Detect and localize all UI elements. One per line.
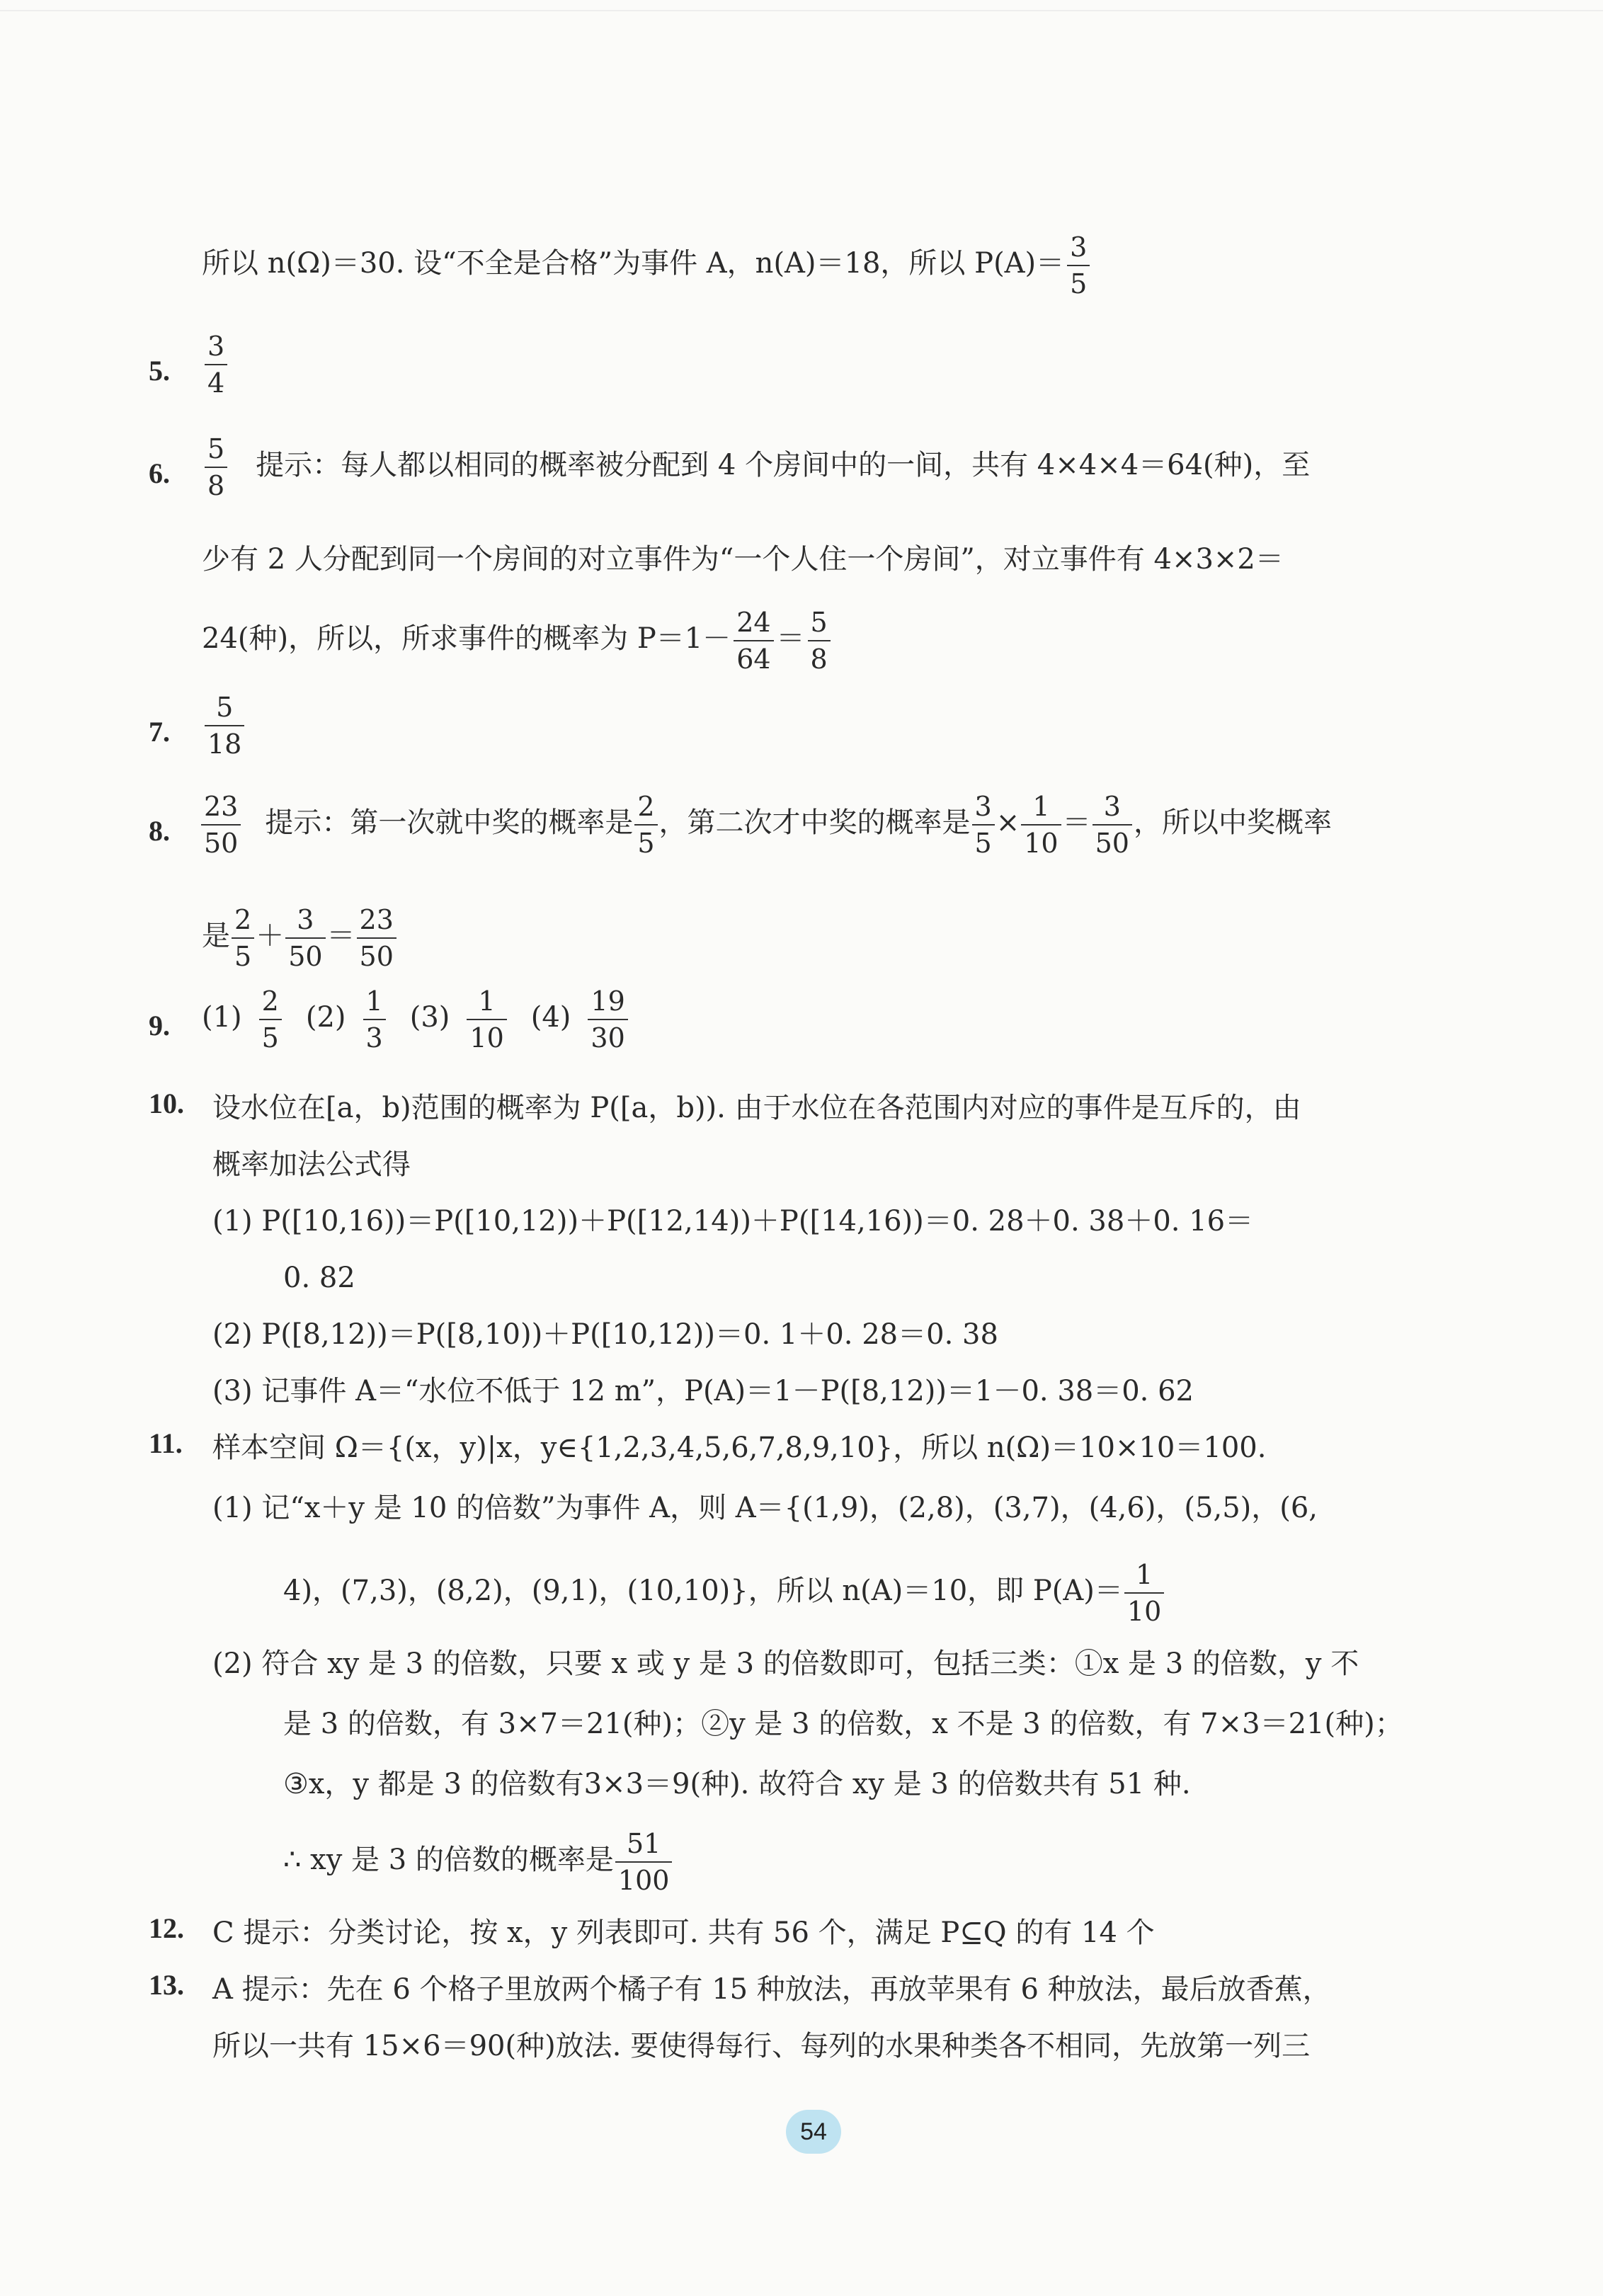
q10-number: 10. (149, 1087, 184, 1119)
page-number-badge: 54 (786, 2110, 841, 2154)
q6-line2: 少有 2 人分配到同一个房间的对立事件为“一个人住一个房间”，对立事件有 4×3×2＝ (202, 543, 1284, 576)
q13-line1: A 提示：先在 6 个格子里放两个橘子有 15 种放法，再放苹果有 6 种放法，最后放香蕉， (212, 1973, 1331, 2006)
q6-frac-24-64: $\frac{24}{64}$ (734, 609, 773, 673)
q13-line2: 所以一共有 15×6＝90(种)放法. 要使得每行、每列的水果种类各不相同，先放第一列三 (212, 2030, 1311, 2062)
q10-line2: 概率加法公式得 (212, 1148, 411, 1181)
q7-number: 7. (149, 716, 170, 748)
q5-number: 5. (149, 355, 170, 387)
q10-sub1: (1) P([10,16))＝P([10,12))＋P([12,14))＋P([14,16))＝0. 28＋0. 38＋0. 16＝ (212, 1205, 1254, 1238)
q11-sub2-c: ③x，y 都是 3 的倍数有3×3＝9(种). 故符合 xy 是 3 的倍数共有 51 种. (283, 1768, 1191, 1800)
q11-sub1-b: 4)，(7,3)，(8,2)，(9,1)，(10,10)}，所以 n(A)＝10，即 P(A)＝ $\frac{1}{10}$ (283, 1561, 1165, 1625)
q5-fraction: $\frac{3}{4}$ (205, 333, 227, 396)
q9-answers: (1) $\frac{2}{5}$ (2) $\frac{1}{3}$ (3) $\frac{1}{10}$ (4) $\frac{19}{30}$ (202, 988, 631, 1051)
q8-fraction: $\frac{23}{50}$ (201, 793, 241, 857)
q11-sub2-a: (2) 符合 xy 是 3 的倍数，只要 x 或 y 是 3 的倍数即可，包括三类：①x 是 3 的倍数，y 不 (212, 1647, 1359, 1680)
q10-sub2: (2) P([8,12))＝P([8,10))＋P([10,12))＝0. 1＋0. 28＝0. 38 (212, 1318, 998, 1351)
q10-line1: 设水位在[a，b)范围的概率为 P([a，b)). 由于水位在各范围内对应的事件是互斥的，由 (212, 1092, 1301, 1124)
q4-continuation (202, 234, 1093, 297)
q6-line1 (202, 435, 1310, 499)
q12-text: C 提示：分类讨论，按 x，y 列表即可. 共有 56 个，满足 P⊆Q 的有 14 个 (212, 1917, 1155, 1949)
q12-number: 12. (149, 1912, 184, 1944)
q8-line2: 是 $\frac{2}{5}$ ＋ $\frac{3}{50}$ ＝ $\frac{23}{50}$ (202, 906, 398, 970)
q7-answer (202, 694, 247, 758)
q5-answer (202, 331, 230, 399)
q6-number: 6. (149, 457, 170, 489)
top-edge-rule (0, 10, 1603, 11)
q11-sub2-d: ∴ xy 是 3 的倍数的概率是 $\frac{51}{100}$ (283, 1830, 673, 1894)
q9-number: 9. (149, 1010, 170, 1041)
q8-line1: $\frac{23}{50}$ 提示：第一次就中奖的概率是 $\frac{2}{5}$ ，第二次才中奖的概率是 $\frac{3}{5}$ × $\frac{1}{10}$ ＝ $\frac{3}{50}$ ，所以中奖概率 (198, 793, 1332, 857)
q4-text: 所以 n(Ω)＝30. 设“不全是合格”为事件 A，n(A)＝18，所以 P(A)＝ (202, 247, 1065, 280)
q11-sub1-a: (1) 记“x＋y 是 10 的倍数”为事件 A，则 A＝{(1,9)，(2,8)，(3,7)，(4,6)，(5,5)，(6, (212, 1492, 1318, 1524)
q6-fraction: $\frac{5}{8}$ (205, 435, 227, 499)
q11-number: 11. (149, 1427, 183, 1459)
q11-sub2-b: 是 3 的倍数，有 3×7＝21(种)；②y 是 3 的倍数，x 不是 3 的倍数，有 7×3＝21(种)； (283, 1708, 1403, 1740)
q8-number: 8. (149, 815, 170, 847)
q13-number: 13. (149, 1969, 184, 2001)
q6-line3: 24(种)，所以，所求事件的概率为 P＝1－ $\frac{24}{64}$ ＝ $\frac{5}{8}$ (202, 609, 833, 673)
q10-sub3: (3) 记事件 A＝“水位不低于 12 m”，P(A)＝1－P([8,12))＝1－0. 38＝0. 62 (212, 1375, 1194, 1407)
q6-hint-text: 提示：每人都以相同的概率被分配到 4 个房间中的一间，共有 4×4×4＝64(种)，至 (256, 449, 1311, 481)
q7-fraction: $\frac{5}{18}$ (205, 694, 244, 758)
q6-frac-5-8: $\frac{5}{8}$ (808, 609, 831, 673)
q10-sub1-cont: 0. 82 (283, 1262, 355, 1294)
q4-fraction: $\frac{3}{5}$ (1067, 234, 1090, 297)
q11-line1: 样本空间 Ω＝{(x，y)|x，y∈{1,2,3,4,5,6,7,8,9,10}，所以 n(Ω)＝10×10＝100. (212, 1432, 1267, 1464)
